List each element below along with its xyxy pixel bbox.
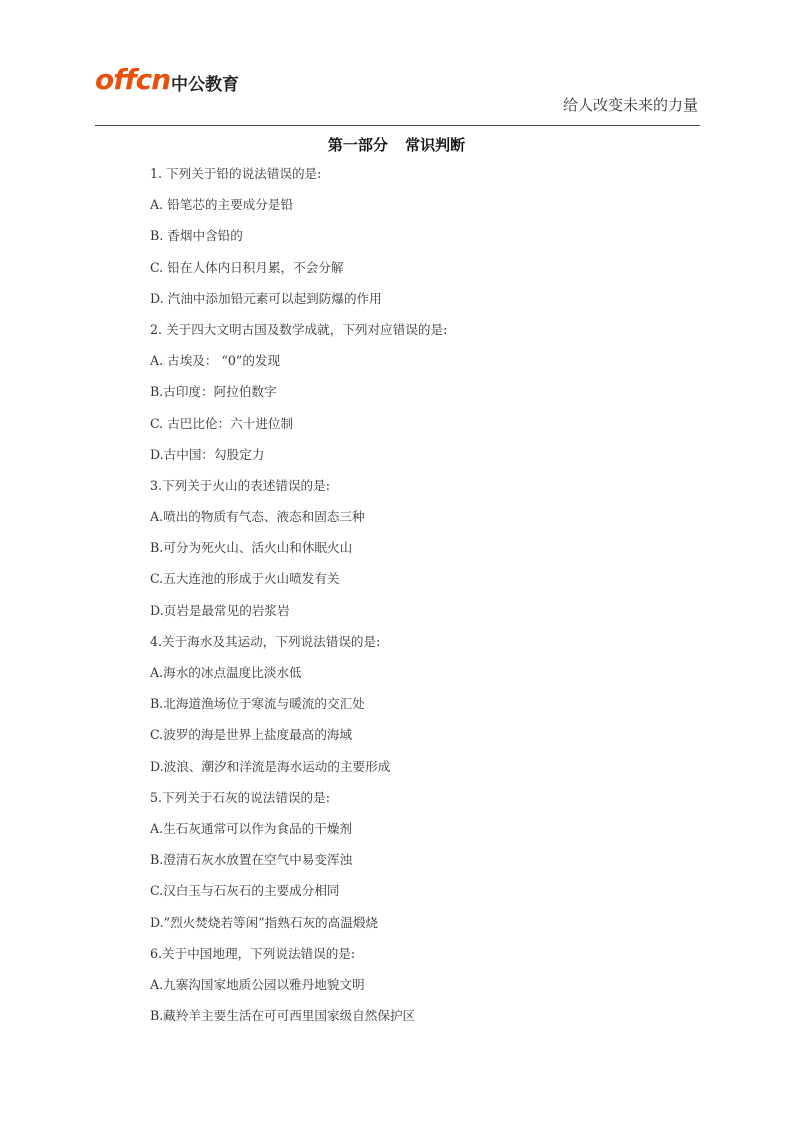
question-line: A.九寨沟国家地质公园以雅丹地貌文明 xyxy=(150,976,365,992)
header-divider xyxy=(95,125,700,126)
question-line: 3.下列关于火山的表述错误的是: xyxy=(150,477,330,493)
section-title-name: 常识判断 xyxy=(405,136,466,154)
question-line: B.可分为死火山、活火山和休眠火山 xyxy=(150,540,353,556)
question-line: C. 古巴比伦：六十进位制 xyxy=(150,415,294,431)
offcn-logo xyxy=(95,60,265,100)
logo-wordmark: offcn xyxy=(95,63,171,96)
question-line: D.波浪、潮汐和洋流是海水运动的主要形成 xyxy=(150,758,391,774)
question-line: 6.关于中国地理，下列说法错误的是: xyxy=(150,945,356,961)
question-line: 4.关于海水及其运动，下列说法错误的是: xyxy=(150,633,381,649)
question-line: C.波罗的海是世界上盐度最高的海域 xyxy=(150,727,353,743)
question-line: D. 汽油中添加铅元素可以起到防爆的作用 xyxy=(150,290,382,306)
section-title-part: 第一部分 xyxy=(327,136,388,154)
question-line: B. 香烟中含铅的 xyxy=(150,228,243,244)
section-title xyxy=(0,134,793,155)
question-line: A. 古埃及： “0”的发现 xyxy=(150,353,281,369)
question-line: B.古印度：阿拉伯数字 xyxy=(150,384,277,400)
question-line: C.汉白玉与石灰石的主要成分相同 xyxy=(150,883,340,899)
question-line: D.古中国：勾股定力 xyxy=(150,446,265,462)
question-line: A.海水的冰点温度比淡水低 xyxy=(150,665,302,680)
question-line: A.生石灰通常可以作为食品的干燥剂 xyxy=(150,820,353,836)
question-line: 5.下列关于石灰的说法错误的是: xyxy=(150,789,330,805)
question-line: B.澄清石灰水放置在空气中易变浑浊 xyxy=(150,852,353,868)
question-line: B.北海道渔场位于寒流与暖流的交汇处 xyxy=(150,696,365,712)
question-line: B.藏羚羊主要生活在可可西里国家级自然保护区 xyxy=(150,1008,416,1024)
question-line: D.”烈火焚烧若等闲”指熟石灰的高温煅烧 xyxy=(150,914,379,930)
question-line: A.喷出的物质有气态、液态和固态三种 xyxy=(150,509,365,525)
question-line: C. 铅在人体内日积月累，不会分解 xyxy=(150,259,344,275)
question-line: C.五大连池的形成于火山喷发有关 xyxy=(150,571,340,587)
question-list xyxy=(150,167,710,1040)
question-line: 2. 关于四大文明古国及数学成就，下列对应错误的是: xyxy=(150,321,448,337)
logo-chinese-name: 中公教育 xyxy=(171,75,239,95)
question-line: D.页岩是最常见的岩浆岩 xyxy=(150,602,290,618)
question-line: 1. 下列关于铅的说法错误的是: xyxy=(150,166,322,181)
page-header xyxy=(95,52,700,126)
header-slogan: 给人改变未来的力量 xyxy=(562,96,698,114)
question-line: A. 铅笔芯的主要成分是铅 xyxy=(150,197,294,213)
